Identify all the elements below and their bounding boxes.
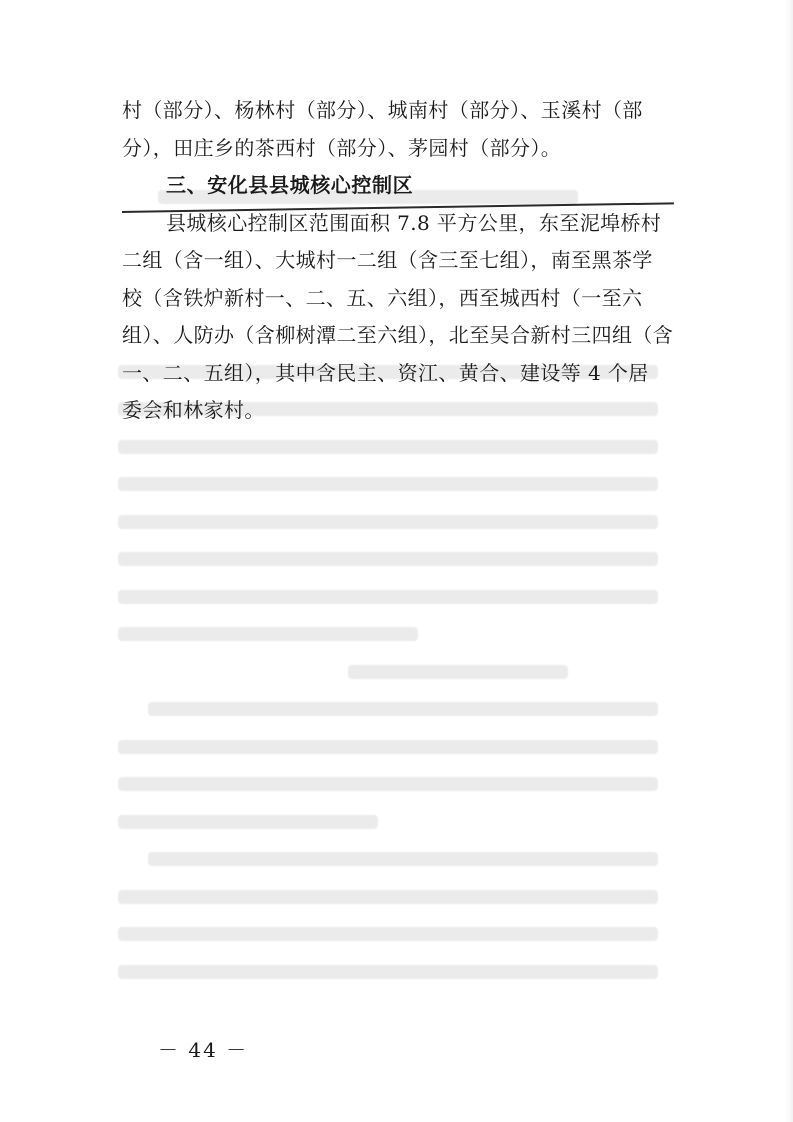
scan-edge-shadow bbox=[785, 0, 793, 1122]
paragraph-first-line: 县城核心控制区范围面积 7.8 平方公里，东至泥埠桥村 bbox=[166, 210, 662, 235]
ghost-line bbox=[118, 477, 658, 491]
ghost-line bbox=[348, 665, 568, 679]
ghost-line bbox=[118, 440, 658, 454]
ghost-line bbox=[118, 515, 658, 529]
ghost-line bbox=[118, 777, 658, 791]
ghost-line bbox=[118, 965, 658, 979]
document-body bbox=[122, 92, 682, 430]
ghost-line bbox=[118, 590, 658, 604]
paragraph-line: 一、二、五组），其中含民主、资江、黄合、建设等 4 个居 bbox=[122, 360, 649, 385]
ghost-line bbox=[118, 740, 658, 754]
text-line: 村（部分）、杨林村（部分）、城南村（部分）、玉溪村（部 bbox=[122, 98, 643, 122]
ghost-line bbox=[118, 927, 658, 941]
paragraph-line: 二组（含一组）、大城村一二组（含三至七组），南至黑茶学 bbox=[122, 248, 653, 272]
ghost-line bbox=[148, 702, 658, 716]
ghost-line bbox=[118, 815, 378, 829]
ghost-line bbox=[148, 852, 658, 866]
paragraph-line: 组）、人防办（含柳树潭二至六组），北至吴合新村三四组（含 bbox=[122, 323, 674, 347]
ghost-line bbox=[118, 627, 418, 641]
ghost-line bbox=[118, 552, 658, 566]
ghost-line bbox=[118, 890, 658, 904]
section-heading: 三、安化县县城核心控制区 bbox=[166, 173, 414, 197]
page-number: － 44 － bbox=[158, 1038, 249, 1062]
paragraph-line: 委会和林家村。 bbox=[122, 398, 265, 422]
text-line: 分），田庄乡的茶西村（部分）、茅园村（部分）。 bbox=[122, 135, 562, 160]
paragraph-line: 校（含铁炉新村一、二、五、六组），西至城西村（一至六 bbox=[122, 285, 643, 310]
